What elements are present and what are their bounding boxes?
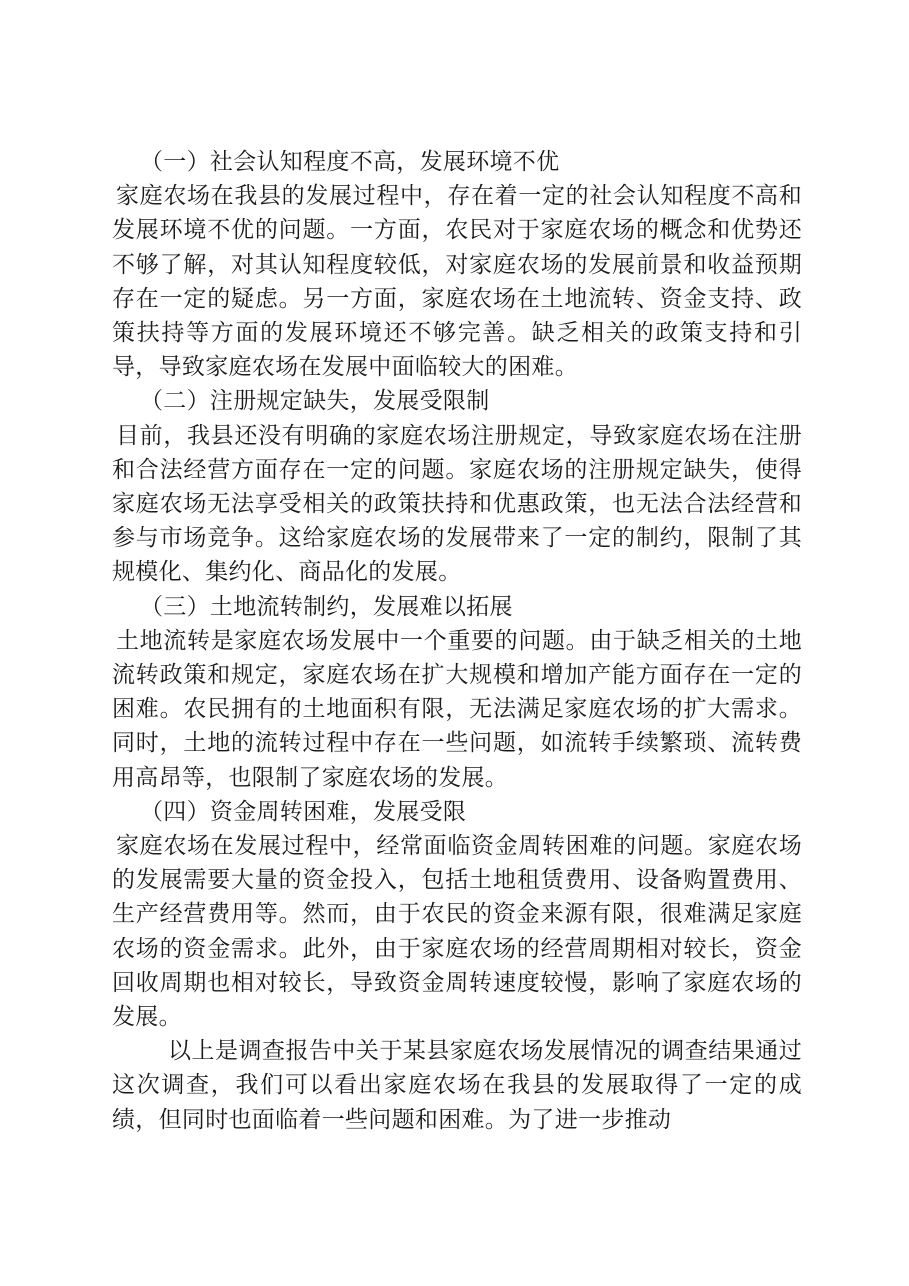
section-heading-1: （一）社会认知程度不高，发展环境不优 — [140, 149, 560, 175]
section-paragraph-2: 目前，我县还没有明确的家庭农场注册规定，导致家庭农场在注册和合法经营方面存在一定的问题。家庭农场的注册规定缺失，使得家庭农场无法享受相关的政策扶持和优惠政策，也无法合法经营和参与市场竞争。这给家庭农场的发展带来了一定的制约，限制了其规模化、集约化、商品化的发展。 — [112, 422, 802, 586]
section-paragraph-4: 家庭农场在发展过程中，经常面临资金周转困难的问题。家庭农场的发展需要大量的资金投入，包括土地租赁费用、设备购置费用、生产经营费用等。然而，由于农民的资金来源有限，很难满足家庭农场的资金需求。此外，由于家庭农场的经营周期相对较长，资金回收周期也相对较长，导致资金周转速度较慢，影响了家庭农场的发展。 — [112, 833, 802, 1031]
section-heading-2: （二）注册规定缺失，发展受限制 — [140, 388, 490, 415]
closing-paragraph: 以上是调查报告中关于某县家庭农场发展情况的调查结果通过这次调查，我们可以看出家庭农场在我县的发展取得了一定的成绩，但同时也面临着一些问题和困难。为了进一步推动 — [112, 1038, 802, 1133]
document-body — [112, 145, 802, 1137]
section-heading-4: （四）资金周转困难，发展受限 — [140, 798, 467, 825]
section-paragraph-1: 家庭农场在我县的发展过程中，存在着一定的社会认知程度不高和发展环境不优的问题。一方面，农民对于家庭农场的概念和优势还不够了解，对其认知程度较低，对家庭农场的发展前景和收益预期存在一定的疑虑。另一方面，家庭农场在土地流转、资金支持、政策扶持等方面的发展环境还不够完善。缺乏相关的政策支持和引导，导致家庭农场在发展中面临较大的困难。 — [112, 183, 802, 381]
section-heading-3: （三）土地流转制约，发展难以拓展 — [140, 593, 513, 620]
section-paragraph-3: 土地流转是家庭农场发展中一个重要的问题。由于缺乏相关的土地流转政策和规定，家庭农场在扩大规模和增加产能方面存在一定的困难。农民拥有的土地面积有限，无法满足家庭农场的扩大需求。同时，土地的流转过程中存在一些问题，如流转手续繁琐、流转费用高昂等，也限制了家庭农场的发展。 — [112, 627, 802, 791]
